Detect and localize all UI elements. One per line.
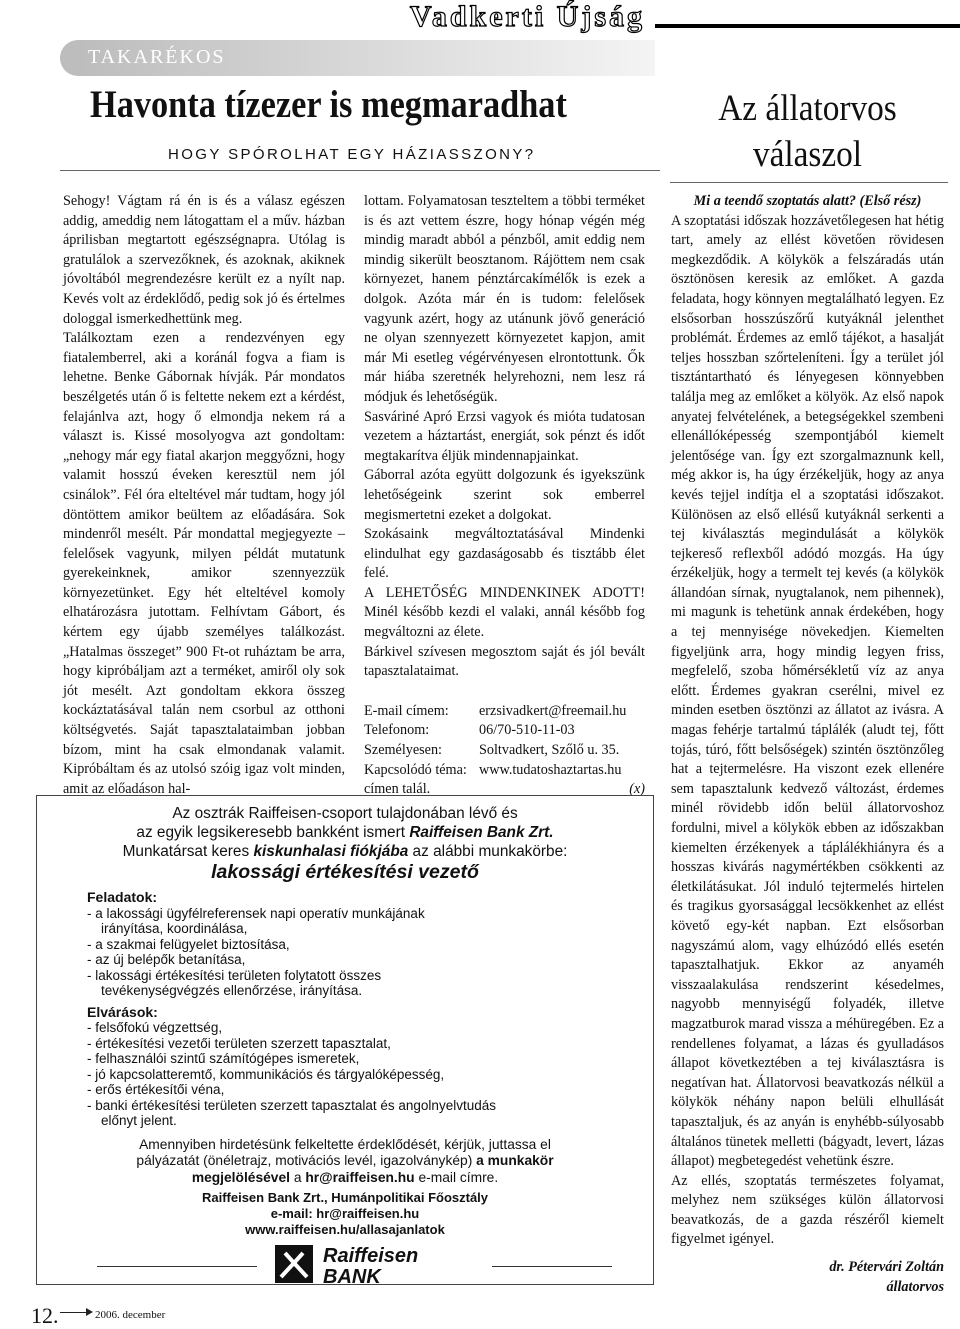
subhead: HOGY SPÓROLHAT EGY HÁZIASSZONY?: [168, 146, 536, 163]
list-item: - felhasználói szintű számítógépes ismeretek,: [87, 1051, 360, 1066]
list-item: - a lakossági ügyfélreferensek napi operatív munkájának: [87, 905, 425, 921]
paragraph: Találkoztam ezen a rendezvényen egy fiatalemberrel, aki a koránál fogva a fiam is lehetne. Benke Gábornak hívják. Pár mondatos beszélgetés után ő is feltette nekem ezt a kérdést, felajánlva azt, hogy ő elmondja nekem rá a választ is. Kissé mosolyogva azt gondoltam: „nehogy már egy fiatal akarjon meggyőzni, hogy valamit hosszú éveken keresztül nem jól csinálok”. Fél óra elteltével már tudtam, hogy jól döntöttem amikor beültem az előadására. Sok mindenről mesélt. Pár mondattal megjegyezte – felelősek vagyunk, milyen példát mutatunk gyerekeinknek, amikor szennyezzük környezetünket. Egy hét elteltével komoly elhatározásra jutottam. Felhívtam Gábort, és kértem egy újabb személyes találkozást. „Hatalmas összeget” 900 Ft-ot ruháztam be arra, hogy kipróbáljam azt a terméket, amiről oly sok jót mesélt. Azt gondoltam ekkora összeg kockáztatásával talán nem csorbul az otthoni költségvetés. Saját tapasztalataimban jobban bízom, mint ha csak elmondanak valamit. Kipróbáltam és az utolsó szóig igaz volt minden, amit az előadáson hal-: [63, 330, 345, 797]
raiffeisen-bank-logo: [267, 1241, 487, 1287]
page-number: 12.: [31, 1303, 59, 1328]
masthead-title: Vadkerti Újság: [409, 0, 645, 33]
signature-role: állatorvos: [886, 1278, 944, 1295]
paragraph: Sasváriné Apró Erzsi vagyok és mióta tudatosan vezetem a háztartást, energiát, sok pénzt és időt megtakarítva éljük mindennapjainkat.: [364, 408, 645, 464]
list-item: - erős értékesítői véna,: [87, 1082, 225, 1097]
paragraph: Bárkivel szívesen megosztom saját és jól bevált tapasztalataimat.: [364, 643, 645, 680]
contact-table: [364, 702, 645, 800]
raiffeisen-gable-icon: [275, 1245, 313, 1283]
logo-text-bank: BANK: [323, 1266, 381, 1287]
ad-foot-line: Amennyiben hirdetésünk felkeltette érdeklődését, kérjük, juttassa el: [139, 1136, 551, 1152]
ad-contact-line: Raiffeisen Bank Zrt., Humánpolitikai Főosztály: [201, 1190, 489, 1205]
list-item: előnyt jelent.: [101, 1113, 177, 1128]
section-label: TAKARÉKOS: [88, 46, 226, 68]
paragraph: Szokásaink megváltoztatásával Mindenki elindulhat egy gazdaságosabb és tisztább élet felé.: [364, 526, 645, 582]
ad-contact: [37, 1190, 653, 1238]
headline: Havonta tízezer is megmaradhat: [90, 83, 567, 126]
list-item: tevékenységvégzés ellenőrzése, irányítása.: [101, 983, 363, 998]
masthead-rule: [655, 24, 960, 28]
list-item: irányítása, koordinálása,: [101, 921, 248, 936]
signature-name: dr. Pétervári Zoltán: [829, 1259, 944, 1276]
contact-address: Soltvadkert, Szőlő u. 35.: [479, 742, 620, 759]
ad-contact-website[interactable]: www.raiffeisen.hu/allasajanlatok: [245, 1222, 445, 1237]
paragraph: Gáborral azóta együtt dolgozunk és igyekszünk lehetőségeink szerint sok emberrel megismertetni ezeket a dolgokat.: [364, 467, 645, 523]
list-item: - értékesítési vezetői területen szerzett tapasztalat,: [87, 1035, 391, 1051]
ad-intro-line: Az osztrák Raiffeisen-csoport tulajdonában lévő és: [172, 805, 518, 822]
contact-row: [364, 702, 645, 722]
paragraph: lottam. Folyamatosan teszteltem a többi terméket is és azt vettem észre, hogy hónap végén még mindig maradt abból a pénzből, amit eddig nem mindig sikerült beosztanom. Rájöttem nem csak környezet, hanem pénztárcakímélők is ezek a dolgok. Azóta már én is tudom: felelősek vagyunk azért, hogy az utánunk jövő generáció ne olyan szennyezett környezetet kapjon, amit már Mi esetleg végérvényesen elrontottunk. Ők már hiába szeretnék helyrehozni, nem lesz rá módjuk és lehetőségük.: [364, 193, 645, 405]
ad-position-title: lakossági értékesítési vezető: [211, 861, 479, 883]
list-item: - banki értékesítési területen szerzett tapasztalat és angolnyelvtudás: [87, 1097, 496, 1113]
paragraph: Az ellés, szoptatás természetes folyamat, melyhez nem szükséges külön állatorvosi beavatkozás, de a gazda részéről kiemelt figyelmet igényel.: [671, 1172, 944, 1248]
ad-requirements-heading: Elvárások:: [87, 1003, 158, 1020]
list-item: - lakossági értékesítési területen folytatott összes: [87, 967, 382, 983]
arrow-right-icon: [86, 1308, 93, 1316]
article-column-2: [364, 192, 645, 800]
masthead: [0, 0, 960, 40]
contact-key: Kapcsolódó téma:: [364, 761, 467, 778]
ad-contact-email[interactable]: e-mail: hr@raiffeisen.hu: [270, 1206, 420, 1221]
logo-text-raiffeisen: Raiffeisen: [323, 1245, 419, 1267]
contact-key: Személyesen:: [364, 742, 443, 759]
list-item: - felsőfokú végzettség,: [87, 1020, 223, 1035]
issue-date: 2006. december: [95, 1309, 166, 1321]
contact-row: [364, 741, 645, 761]
paragraph: A szoptatási időszak hozzávetőlegesen hat hétig tart, amely az ellést követően rövidesen megkezdődik. A kölykök a felszáradás után ösztönösen keresik az emlőket. A gazda feladata, hogy könnyen megtalálható legyen. Ez elsősorban hosszúszőrű kutyáknál jelenthet problémát. Érdemes az emlő tájékot, a hasalját teljes hosszban szőrteleníteni. Így a terület jól tisztántartható és lényegesen könnyebben találja meg az emlőket a kölyök. Az első napok anyatej felvételének, a betegségekkel szembeni ellenállóképesség szempontjából kiemelt jelentősége van. Így ezt szorgalmaznunk kell, még akkor is, ha úgy érzékeljük, hogy az anya kevés tejjel indítja el a szoptatási időszakot. Különösen az első ellésű kutyáknál serkenti a tej kiválasztás megindulását a kölykök tejkereső reflexből adódó mozgás. Ha úgy érzékeljük, hogy a termelt tej kevés (a kölykök állandóan sírnak, nyugtalanok, nem pihennek), mi magunk is tehetünk annak érdekében, hogy a tej mennyisége növekedjen. Kiemelten figyeljünk arra, hogy mindig legyen friss, megfelelő, szoba hőmérsékletű víz az anya előtt. Érdemes gyakran cserélni, mivel ez minden esetben ösztönzi az állatot az ivásra. A magas fehérje tartalmú táplálék (aludt tej, főtt tojás, túró, főtt belsőségek) szintén ösztönzőleg hat a tejtermelésre. Ha viszont ezek ellenére sem tapasztalunk kedvező változást, érdemes minél rövidebb időn belül állatorvoshoz fordulni, mivel a kölykök ebben az időszakban kiemelten érzékenyek a táplálékhiányra és a hosszas kivárás nagymértékben csökkenti az életkilátásukat. Jól induló tejtermelés hirtelen és tragikus gyorsasággal lecsökkenhet az ellést követő egy-két napban. Ezt elsősorban nagyszámú alom, vagy elhúzódó ellés esetén tapasztalhatjuk. Ekkor az anyaméh visszaalakulása rendszerint késedelmes, nagyobb mennyiségű folyadék, illetve magzatburok marad vissza a méhüregében. Ez a rendellenes folyamat, a lázas és gyulladásos állapot következtében a tej kiválasztásra is negatívan hat. Állatorvosi beavatkozás nélkül a kölykök néhány napon belüli elhullását tapasztaljuk, és az anyán is enyhébb-súlyosabb általános tünetek melletti (bágyadt, levert, lázas állapot) megbetegedést vehetünk észre.: [671, 212, 945, 1170]
ad-email-link[interactable]: hr@raiffeisen.hu: [305, 1169, 415, 1185]
contact-row: [364, 721, 645, 741]
logo-rule-left: [97, 1266, 257, 1267]
contact-key: E-mail címem:: [364, 702, 449, 719]
contact-row: [364, 761, 645, 781]
contact-key: címen talál.: [364, 781, 431, 798]
vet-title: [693, 86, 923, 178]
contact-key: Telefonom:: [364, 722, 430, 739]
ad-application-info: [37, 1137, 653, 1187]
vet-rule: [670, 182, 948, 183]
subhead-rule: [60, 170, 660, 171]
list-item: - a szakmai felügyelet biztosítása,: [87, 936, 290, 952]
vet-title-line2: válaszol: [752, 134, 863, 175]
paragraph: Sehogy! Vágtam rá én is és a válasz egészen addig, ameddig nem látogattam el a műv. házban áprilisban megtartott egészségnapra. Utólag is gratulálok a szervezőknek, és azoknak, akiknek jóvoltából megrendezésre került ez a nyílt nap. Kevés volt az érdeklődő, pedig sok jó és értelmes dologgal ismerkedhettünk meg.: [63, 193, 345, 327]
author-mark: (x): [629, 781, 645, 798]
raiffeisen-job-ad: [36, 795, 654, 1285]
ad-foot-line: pályázatát (önéletrajz, motivációs levél, igazolványkép) a munkakör: [136, 1153, 554, 1168]
paragraph: A LEHETŐSÉG MINDENKINEK ADOTT! Minél később kezdi el valaki, annál később fog megváltozni az élete.: [364, 584, 645, 641]
contact-website[interactable]: www.tudatoshaztartas.hu: [479, 761, 622, 778]
ad-tasks-heading: Feladatok:: [87, 889, 158, 905]
logo-rule-right: [492, 1266, 612, 1267]
contact-email[interactable]: erzsivadkert@freemail.hu: [479, 702, 627, 719]
ad-intro-line: Munkatársat keres kiskunhalasi fiókjába az alábbi munkakörbe:: [122, 843, 568, 860]
vet-subtitle: Mi a teendő szoptatás alatt? (Első rész): [693, 193, 922, 209]
article-column-1: [63, 192, 345, 799]
vet-title-line1: Az állatorvos: [718, 88, 897, 129]
ad-intro-line: az egyik legsikeresebb bankként ismert Raiffeisen Bank Zrt.: [136, 824, 554, 841]
ad-tasks: [87, 890, 653, 1129]
list-item: - jó kapcsolatteremtő, kommunikációs és tárgyalóképesség,: [87, 1066, 445, 1082]
list-item: - az új belépők betanítása,: [87, 952, 246, 967]
vet-column: [671, 192, 944, 1297]
contact-phone: 06/70-510-11-03: [479, 722, 575, 739]
ad-intro: [37, 804, 653, 861]
ad-foot-line: megjelölésével a hr@raiffeisen.hu e-mail címre.: [191, 1169, 499, 1185]
